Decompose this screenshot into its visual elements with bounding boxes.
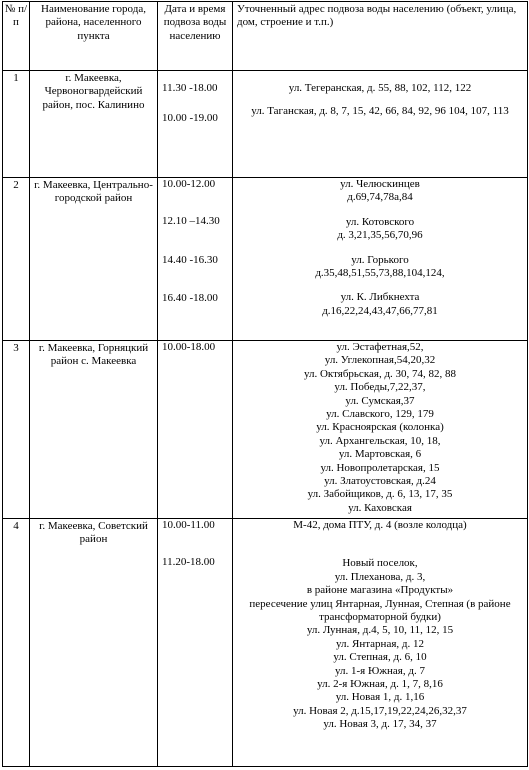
address-line: ул. Златоустовская, д.24 <box>324 475 436 488</box>
address-line: ул. Горького <box>351 253 409 266</box>
address-line: ул. Таганская, д. 8, 7, 15, 42, 66, 84, 92, 96 104, 107, 113 <box>251 105 509 118</box>
address-line: д.16,22,24,43,47,66,77,81 <box>322 304 438 317</box>
address-line: ул. Котовского <box>345 215 415 228</box>
row-city: г. Макеевка, Горняцкий район с. Макеевка <box>30 341 158 519</box>
row-addresses <box>233 178 528 341</box>
address-line: ул. Красноярская (колонка) <box>316 421 444 434</box>
row-addresses <box>233 341 528 519</box>
row-city: г. Макеевка, Червоногвардейский район, пос. Калинино <box>30 71 158 178</box>
address-line: ул. 1-я Южная, д. 7 <box>335 664 425 677</box>
address-line: пересечение улиц Янтарная, Лунная, Степная (в районе трансформаторной будки) <box>249 597 511 624</box>
row-number: 4 <box>3 519 30 767</box>
address-line: Новый поселок, <box>342 557 418 570</box>
row-times <box>158 519 233 767</box>
time-slot: 10.00-12.00 <box>162 178 216 190</box>
table-row <box>3 71 528 178</box>
row-city: г. Макеевка, Советский район <box>30 519 158 767</box>
time-slot: 11.20-18.00 <box>162 556 215 569</box>
water-delivery-table <box>2 1 528 767</box>
address-line: ул. Челюскинцев <box>340 178 420 190</box>
time-slot: 10.00-18.00 <box>162 341 216 353</box>
row-addresses <box>233 519 528 767</box>
row-times <box>158 341 233 519</box>
header-time: Дата и время подвоза воды населению <box>158 2 233 71</box>
address-line: ул. Новая 1, д. 1,16 <box>335 691 425 704</box>
address-line: ул. Мартовская, 6 <box>338 448 422 461</box>
address-line: ул. Забойщиков, д. 6, 13, 17, 35 <box>307 488 453 501</box>
address-line: ул. Тегеранская, д. 55, 88, 102, 112, 122 <box>288 82 472 94</box>
header-city: Наименование города, района, населенного пункта <box>30 2 158 71</box>
address-line: ул. Победы,7,22,37, <box>334 381 426 394</box>
time-slot: 16.40 -18.00 <box>162 292 218 305</box>
address-line: ул. Архангельская, 10, 18, <box>319 434 441 447</box>
address-line: ул. 2-я Южная, д. 1, 7, 8,16 <box>317 678 443 691</box>
address-line: ул. Каховская <box>348 501 412 514</box>
header-num: № п/п <box>3 2 30 71</box>
row-addresses <box>233 71 528 178</box>
address-line: ул. Эстафетная,52, <box>336 341 424 353</box>
address-line: ул. Плеханова, д. 3, <box>334 570 426 583</box>
time-slot: 10.00 -19.00 <box>162 112 218 125</box>
header-row <box>3 2 528 71</box>
address-line: ул. Углекопная,54,20,32 <box>324 354 436 367</box>
time-slot: 12.10 –14.30 <box>162 215 220 228</box>
address-line: ул. Новая 3, д. 17, 34, 37 <box>323 718 437 731</box>
address-line: ул. Сумская,37 <box>345 394 415 407</box>
table-row <box>3 178 528 341</box>
address-line: ул. Октябрьская, д. 30, 74, 82, 88 <box>303 367 457 380</box>
time-slot: 10.00-11.00 <box>162 519 215 531</box>
row-number: 3 <box>3 341 30 519</box>
address-line: ул. Янтарная, д. 12 <box>336 637 424 650</box>
address-line: в районе магазина «Продукты» <box>306 584 454 597</box>
table-row <box>3 341 528 519</box>
row-times <box>158 178 233 341</box>
address-line: М-42, дома ПТУ, д. 4 (возле колодца) <box>293 519 467 531</box>
table-row <box>3 519 528 767</box>
row-number: 2 <box>3 178 30 341</box>
address-line: ул. Степная, д. 6, 10 <box>333 651 427 664</box>
address-line: д.69,74,78а,84 <box>347 191 413 204</box>
header-address: Уточненный адрес подвоза воды населению (объект, улица, дом, строение и т.п.) <box>233 2 528 71</box>
address-line: ул. Новая 2, д.15,17,19,22,24,26,32,37 <box>293 704 467 717</box>
address-line: ул. Лунная, д.4, 5, 10, 11, 12, 15 <box>306 624 454 637</box>
address-line: ул. Новопролетарская, 15 <box>320 461 440 474</box>
time-slot: 11.30 -18.00 <box>162 82 218 94</box>
address-line: д.35,48,51,55,73,88,104,124, <box>315 267 445 280</box>
row-times <box>158 71 233 178</box>
address-line: ул. Славского, 129, 179 <box>326 408 434 421</box>
address-line: д. 3,21,35,56,70,96 <box>337 229 423 242</box>
time-slot: 14.40 -16.30 <box>162 253 218 266</box>
row-city: г. Макеевка, Центрально-городской район <box>30 178 158 341</box>
address-line: ул. К. Либкнехта <box>340 291 420 304</box>
row-number: 1 <box>3 71 30 178</box>
